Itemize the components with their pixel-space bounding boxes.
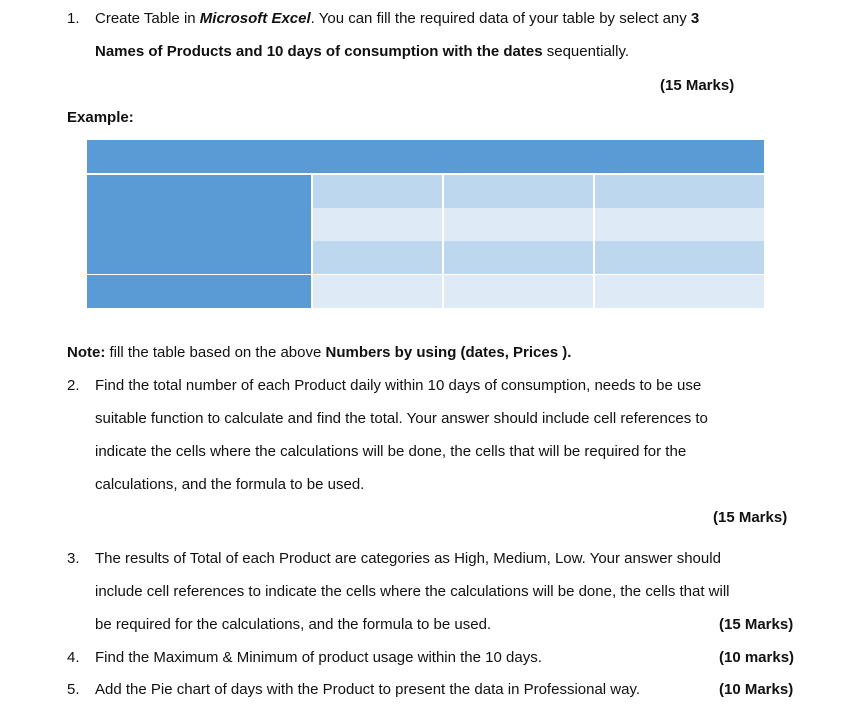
table-row — [87, 208, 764, 241]
q1-text-end: sequentially. — [542, 43, 630, 60]
q1-text-c: . You can fill the required data of your table by select any — [310, 10, 691, 27]
table-cell — [595, 275, 764, 308]
q4-marks: (10 marks) — [719, 649, 795, 666]
q1-marks: (15 Marks) — [660, 77, 735, 94]
note-text: fill the table based on the above — [105, 344, 326, 361]
q3-marks: (15 Marks) — [719, 616, 794, 633]
q2-line: indicate the cells where the calculations will be done, the cells that will be required for the — [95, 443, 687, 460]
note-label: Note: — [67, 344, 106, 361]
q2-line: Find the total number of each Product daily within 10 days of consumption, needs to be use — [95, 377, 702, 394]
q5-marks: (10 Marks) — [719, 681, 794, 698]
q1-text-a: Create Table in — [95, 10, 200, 27]
table-cell — [87, 208, 311, 241]
example-label: Example: — [67, 109, 134, 126]
table-cell — [313, 175, 442, 208]
q5-line: Add the Pie chart of days with the Product to present the data in Professional way. — [95, 681, 641, 698]
q4-number: 4. — [67, 649, 80, 666]
q5-number: 5. — [67, 681, 80, 698]
q2-line: suitable function to calculate and find the total. Your answer should include cell references to — [95, 410, 708, 427]
table-cell — [595, 175, 764, 208]
q3-line: be required for the calculations, and the formula to be used. — [95, 616, 492, 633]
q2-number: 2. — [67, 377, 80, 394]
q2-marks: (15 Marks) — [713, 509, 788, 526]
q1-text-d: 3 — [690, 10, 700, 27]
q3-number: 3. — [67, 550, 80, 567]
q1-text-bold: Names of Products and 10 days of consumption with the dates — [95, 43, 543, 60]
table-cell — [595, 208, 764, 241]
table-row — [87, 275, 764, 308]
table-cell — [444, 175, 593, 208]
note-bold: Numbers by using (dates, Prices ). — [325, 344, 572, 361]
table-cell — [444, 241, 593, 274]
q1-text-excel: Microsoft Excel — [199, 10, 311, 27]
q4-line: Find the Maximum & Minimum of product usage within the 10 days. — [95, 649, 542, 666]
q2-line: calculations, and the formula to be used. — [95, 476, 365, 493]
table-cell — [444, 208, 593, 241]
q3-line: The results of Total of each Product are categories as High, Medium, Low. Your answer should — [95, 550, 721, 567]
table-cell — [87, 175, 311, 208]
table-cell — [313, 275, 442, 308]
q1-line-1 — [95, 9, 699, 29]
table-cell — [87, 275, 311, 308]
table-cell — [444, 275, 593, 308]
note-line — [67, 343, 571, 363]
q1-line-2 — [95, 42, 629, 62]
table-header-row — [87, 140, 764, 173]
q1-number: 1. — [67, 10, 80, 27]
example-table — [87, 140, 764, 308]
table-cell — [595, 241, 764, 274]
table-cell — [313, 241, 442, 274]
table-row — [87, 175, 764, 208]
table-row — [87, 241, 764, 274]
table-cell — [87, 241, 311, 274]
q3-line: include cell references to indicate the cells where the calculations will be done, the cells that will — [95, 583, 730, 600]
table-cell — [313, 208, 442, 241]
